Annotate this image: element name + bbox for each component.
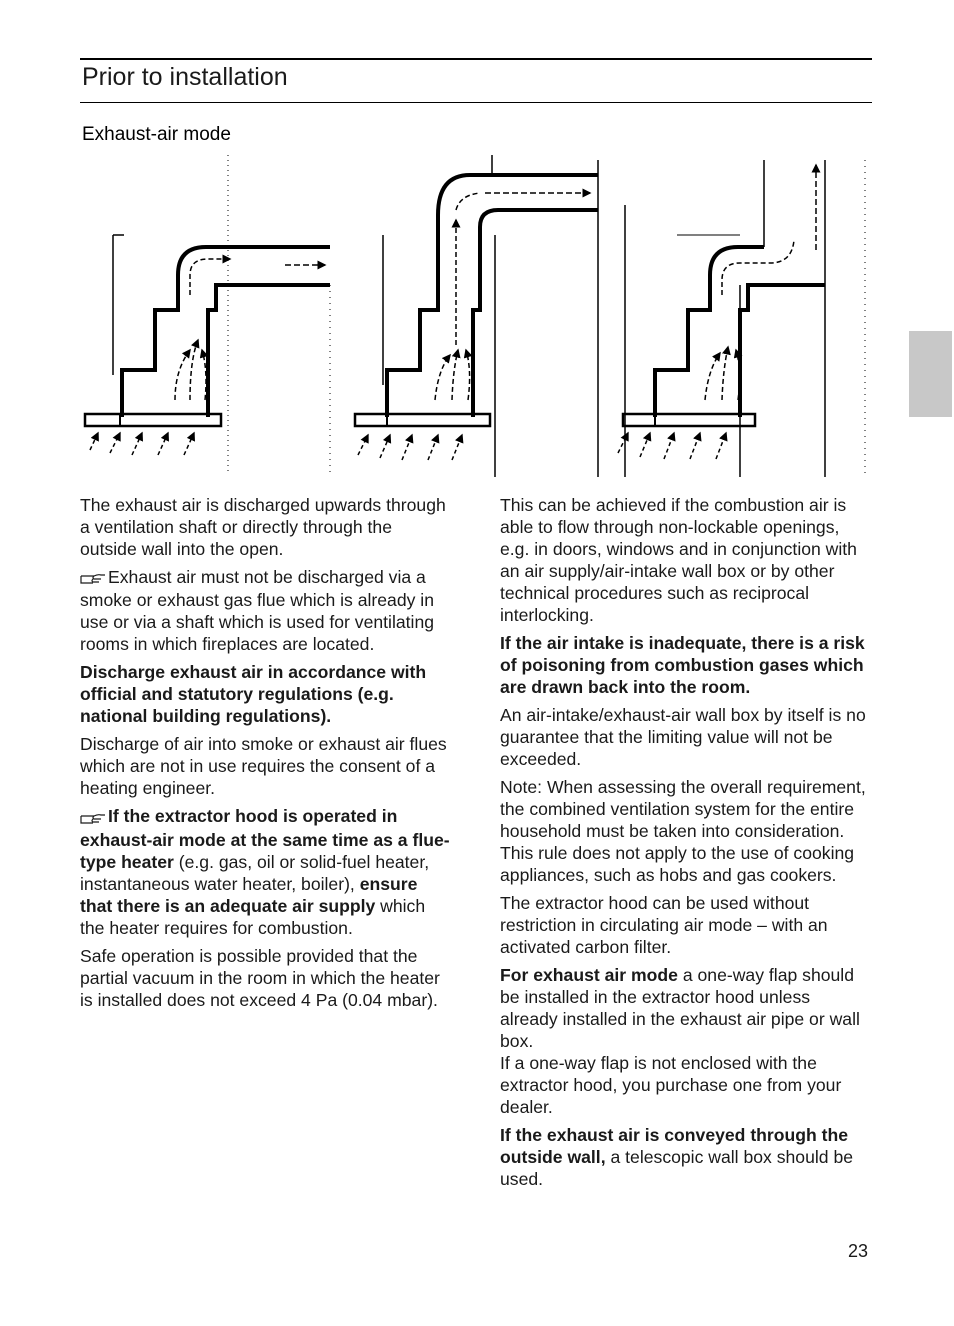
- paragraph: Note: When assessing the overall requirement, the combined ventilation system for the entire household must be taken into consideration. This rule does not apply to the use of cooking appliances, such as hobs and gas cookers.: [500, 777, 866, 885]
- warning-paragraph: [80, 566, 450, 655]
- paragraph: The exhaust air is discharged upwards through a ventilation shaft or directly through the outside wall into the open.: [80, 495, 446, 559]
- paragraph: Discharge of air into smoke or exhaust air flues which are not in use requires the consent of a heating engineer.: [80, 734, 447, 799]
- paragraph: If a one-way flap is not enclosed with the extractor hood, you purchase one from your dealer.: [500, 1053, 842, 1117]
- left-column: [80, 494, 450, 1017]
- bold-text: For exhaust air mode: [500, 965, 678, 985]
- paragraph-bold: Discharge exhaust air in accordance with official and statutory regulations (e.g. national building regulations).: [80, 662, 427, 727]
- pointing-hand-icon: [80, 807, 108, 829]
- diagram-vertical-shaft: [618, 160, 865, 477]
- warning-paragraph: [80, 805, 450, 938]
- warning-text: (e.g. gas, oil or solid-fuel heater, instantaneous water heater, boiler),: [80, 851, 430, 894]
- warning-text: Exhaust air must not be discharged via a smoke or exhaust gas flue which is already in use or via a shaft which is used for ventilating rooms in which fireplaces are located.: [80, 567, 435, 655]
- header-rule-top: [80, 58, 872, 60]
- pointing-hand-icon: [80, 567, 108, 589]
- paragraph: The extractor hood can be used without restriction in circulating air mode – with an activated carbon filter.: [500, 893, 828, 957]
- paragraph: This can be achieved if the combustion air is able to flow through non-lockable openings, e.g. in doors, windows and in conjunction with an air supply/air-intake wall box or by other technical procedures such as reciprocal interlocking.: [500, 495, 857, 625]
- paragraph: Safe operation is possible provided that the partial vacuum in the room in which the heater is installed does not exceed 4 Pa (0.04 mbar).: [80, 945, 440, 1010]
- paragraph: An air-intake/exhaust-air wall box by itself is no guarantee that the limiting value will not be exceeded.: [500, 705, 866, 769]
- diagram-ceiling-duct: [355, 155, 598, 477]
- warning-text: which the heater requires for combustion.: [80, 895, 426, 938]
- diagram-outside-wall: [85, 155, 330, 475]
- chapter-tab-marker: [909, 331, 952, 417]
- exhaust-air-diagrams: [80, 155, 872, 480]
- page-number: 23: [848, 1241, 869, 1261]
- page-title: Prior to installation: [82, 63, 288, 91]
- text: a telescopic wall box should be used.: [500, 1147, 854, 1189]
- right-column: [500, 494, 870, 1196]
- section-title: Exhaust-air mode: [82, 124, 231, 145]
- header-rule-bottom: [80, 102, 872, 103]
- warning-bold-text: If the extractor hood is operated in exhaust-air mode at the same time as a flue-type heater: [80, 806, 450, 872]
- text: a one-way flap should be installed in the extractor hood unless already installed in the exhaust air pipe or wall box.: [500, 965, 860, 1051]
- paragraph: [500, 1124, 870, 1190]
- warning-bold-text: ensure that there is an adequate air supply: [80, 873, 418, 916]
- paragraph-bold: If the air intake is inadequate, there is a risk of poisoning from combustion gases which are drawn back into the room.: [500, 633, 865, 697]
- bold-text: If the exhaust air is conveyed through the outside wall,: [500, 1125, 849, 1167]
- paragraph: [500, 964, 870, 1052]
